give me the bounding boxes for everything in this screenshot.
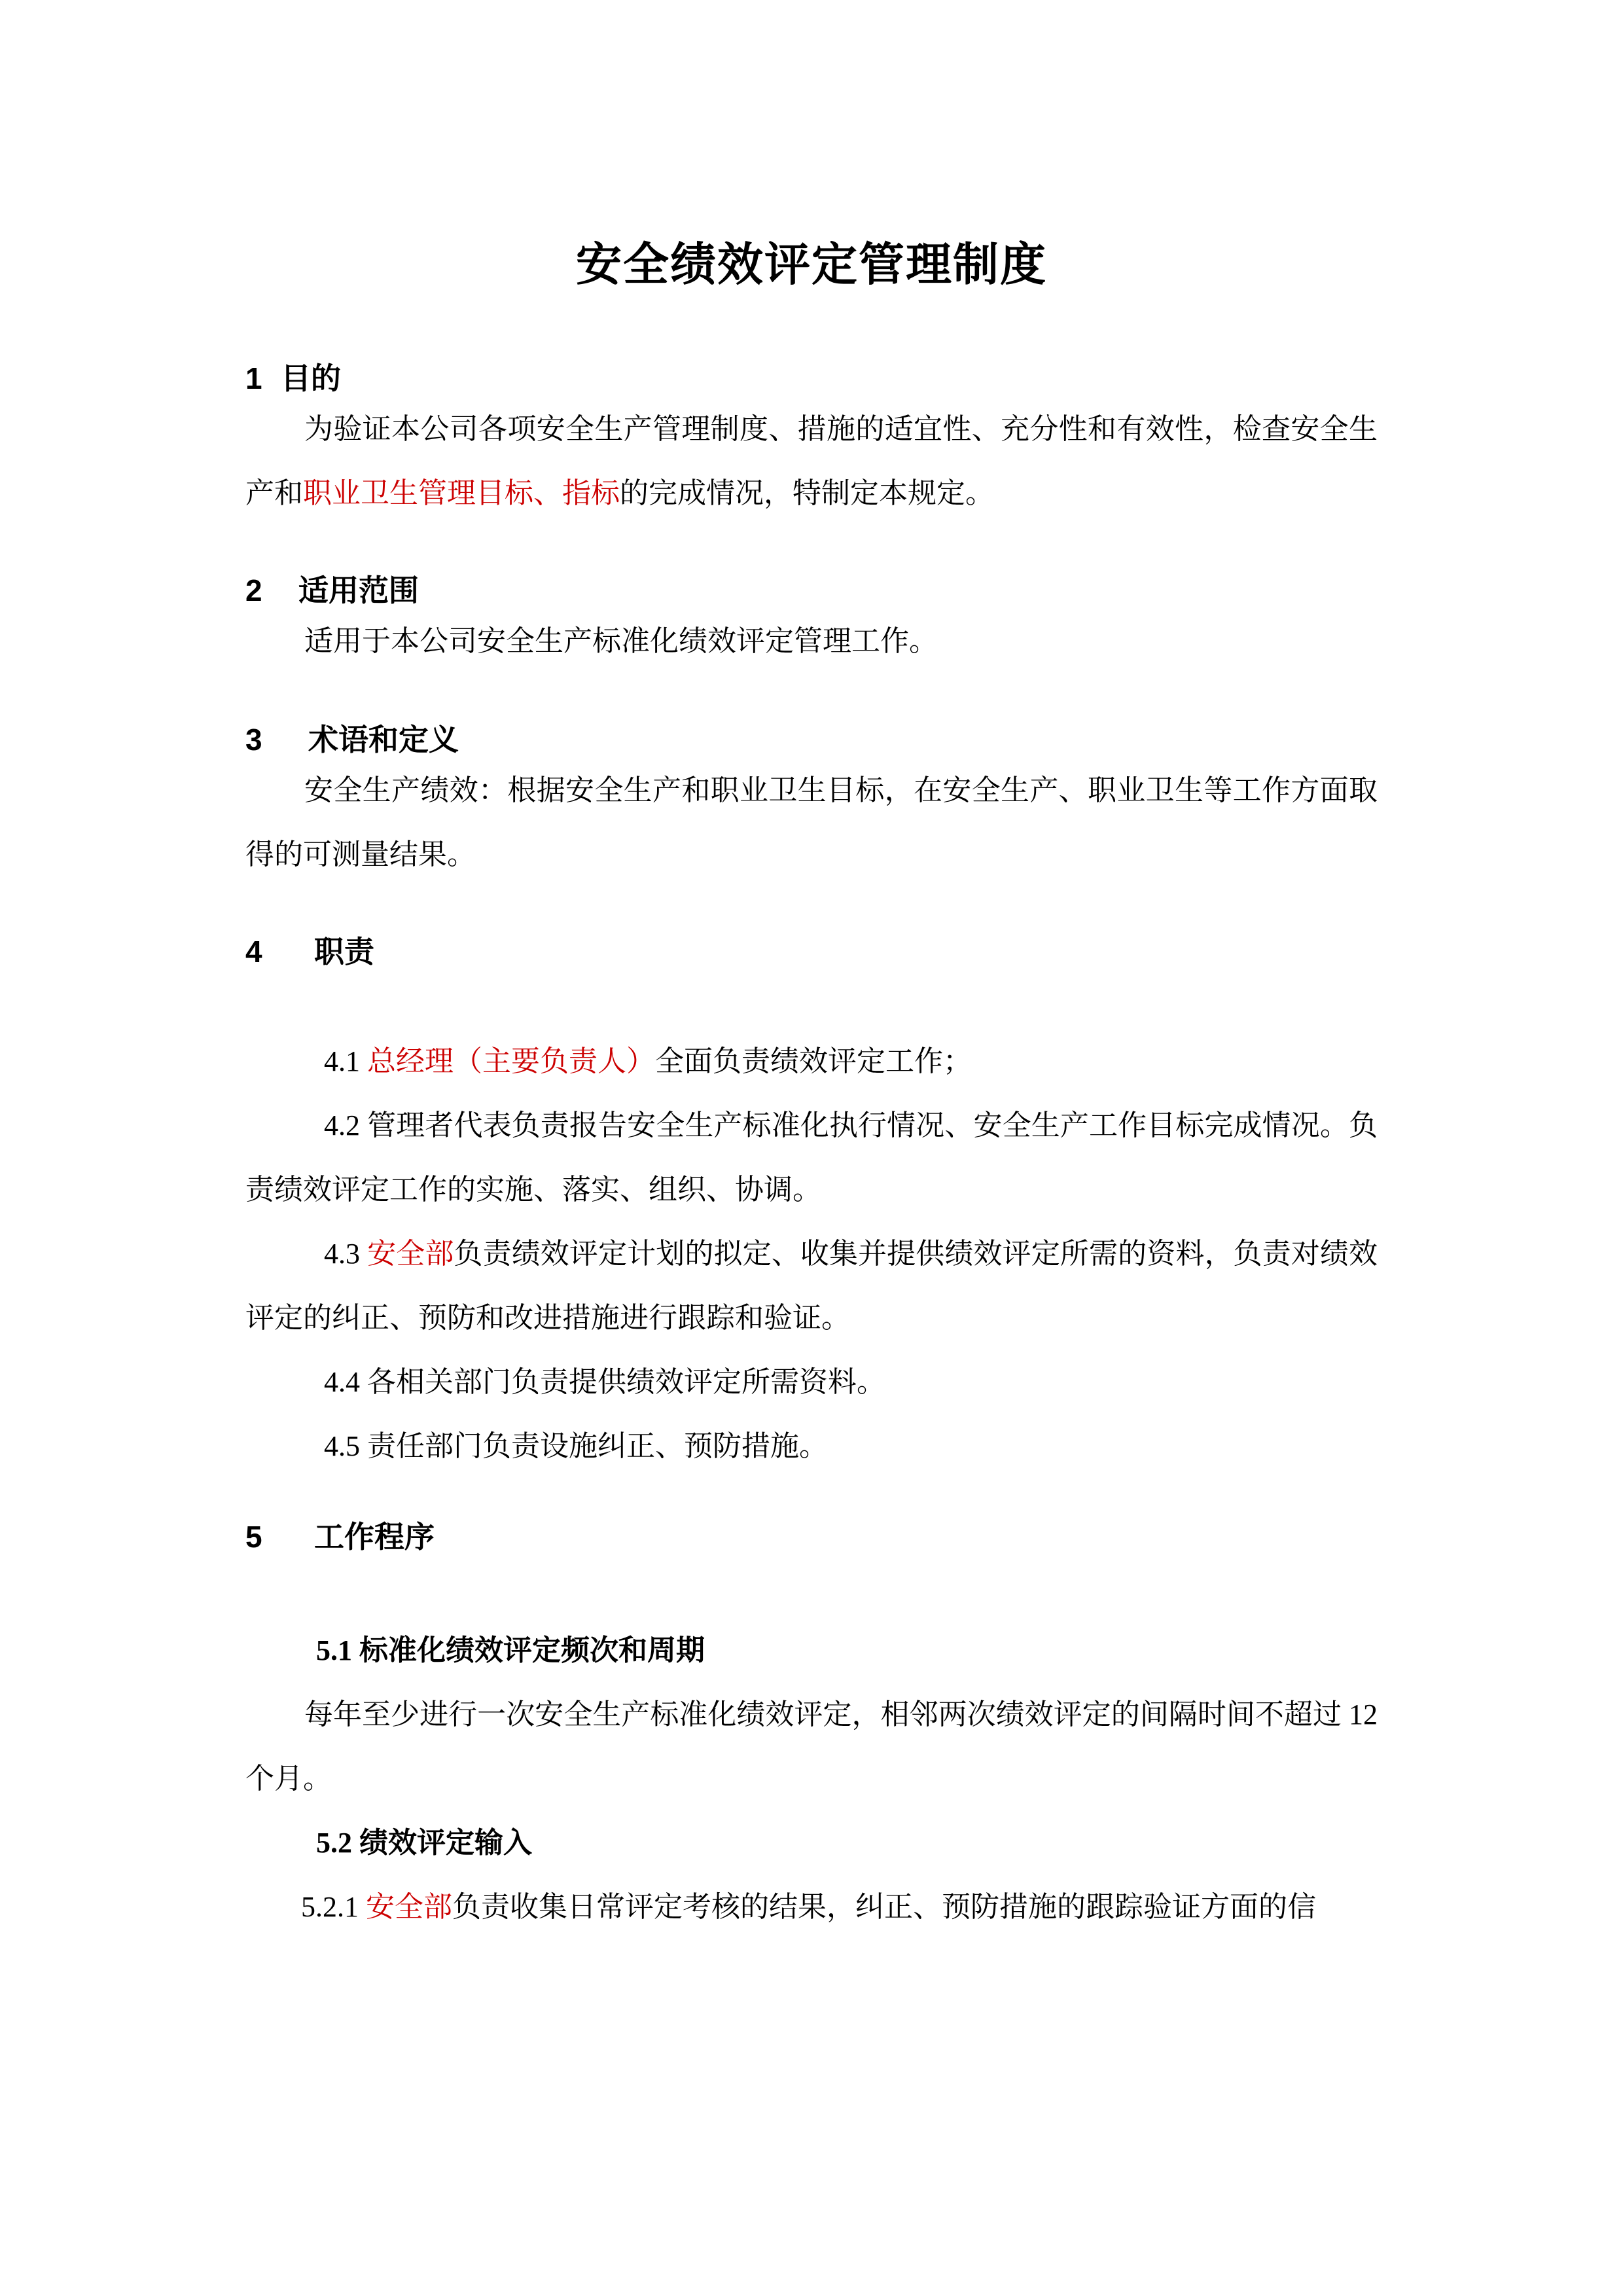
subheading-5-2: 5.2 绩效评定输入	[316, 1827, 532, 1859]
item-4-3-prefix: 4.3	[324, 1238, 368, 1270]
item-4-3	[245, 1222, 1378, 1350]
section-1-number: 1	[245, 361, 262, 395]
section-5-label: 工作程序	[314, 1520, 435, 1554]
section-1-label: 目的	[281, 361, 341, 395]
paragraph-5-2-1-rest: 负责收集日常评定考核的结果，纠正、预防措施的跟踪验证方面的信	[452, 1891, 1316, 1923]
item-4-1-highlight-red: 总经理（主要负责人）	[367, 1045, 655, 1077]
section-5-number: 5	[245, 1520, 262, 1554]
subheading-5-1: 5.1 标准化绩效评定频次和周期	[316, 1634, 705, 1666]
section-4-heading	[245, 933, 1378, 971]
item-4-4: 4.4 各相关部门负责提供绩效评定所需资料。	[324, 1366, 885, 1398]
section-2-label: 适用范围	[298, 573, 419, 607]
item-4-3-highlight-red: 安全部	[367, 1238, 454, 1270]
section-2-heading	[245, 571, 1378, 609]
document-title: 安全绩效评定管理制度	[576, 239, 1047, 290]
terms-paragraph: 安全生产绩效：根据安全生产和职业卫生目标，在安全生产、职业卫生等工作方面取得的可测量结果。	[245, 774, 1378, 870]
item-4-3-rest: 负责绩效评定计划的拟定、收集并提供绩效评定所需的资料，负责对绩效评定的纠正、预防和改进措施进行跟踪和验证。	[245, 1238, 1378, 1334]
item-4-1-prefix: 4.1	[324, 1045, 367, 1077]
section-4-number: 4	[245, 935, 262, 969]
paragraph-5-2-1	[245, 1875, 1378, 1939]
item-4-5: 4.5 责任部门负责设施纠正、预防措施。	[324, 1430, 828, 1462]
item-4-2: 4.2 管理者代表负责报告安全生产标准化执行情况、安全生产工作目标完成情况。负责绩效评定工作的实施、落实、组织、协调。	[245, 1109, 1378, 1206]
section-4-label: 职责	[314, 935, 374, 969]
scope-paragraph: 适用于本公司安全生产标准化绩效评定管理工作。	[304, 625, 938, 657]
section-3-heading	[245, 721, 1378, 759]
paragraph-5-2-1-highlight-red: 安全部	[366, 1891, 452, 1923]
purpose-text-post: 的完成情况，特制定本规定。	[620, 477, 994, 509]
responsibility-items	[245, 1030, 1378, 1479]
item-4-1	[245, 1030, 1378, 1094]
item-4-1-rest: 全面负责绩效评定工作；	[655, 1045, 972, 1077]
paragraph-5-2-1-prefix: 5.2.1	[301, 1891, 366, 1923]
section-5-heading	[245, 1518, 1378, 1556]
purpose-highlight-red: 职业卫生管理目标、指标	[303, 477, 620, 509]
section-3-number: 3	[245, 723, 262, 757]
section-1-heading	[245, 359, 1378, 397]
purpose-paragraph	[245, 397, 1378, 526]
paragraph-5-1: 每年至少进行一次安全生产标准化绩效评定，相邻两次绩效评定的间隔时间不超过 12 个月。	[245, 1698, 1378, 1795]
purpose-text-pre: 为验证本公司各项安全生产管理制度、措施的适宜性、充分性和有效性，检查安全生产和	[245, 413, 1378, 509]
section-3-label: 术语和定义	[308, 723, 459, 757]
section-2-number: 2	[245, 573, 262, 607]
work-procedure-subsection	[245, 1619, 1378, 1939]
